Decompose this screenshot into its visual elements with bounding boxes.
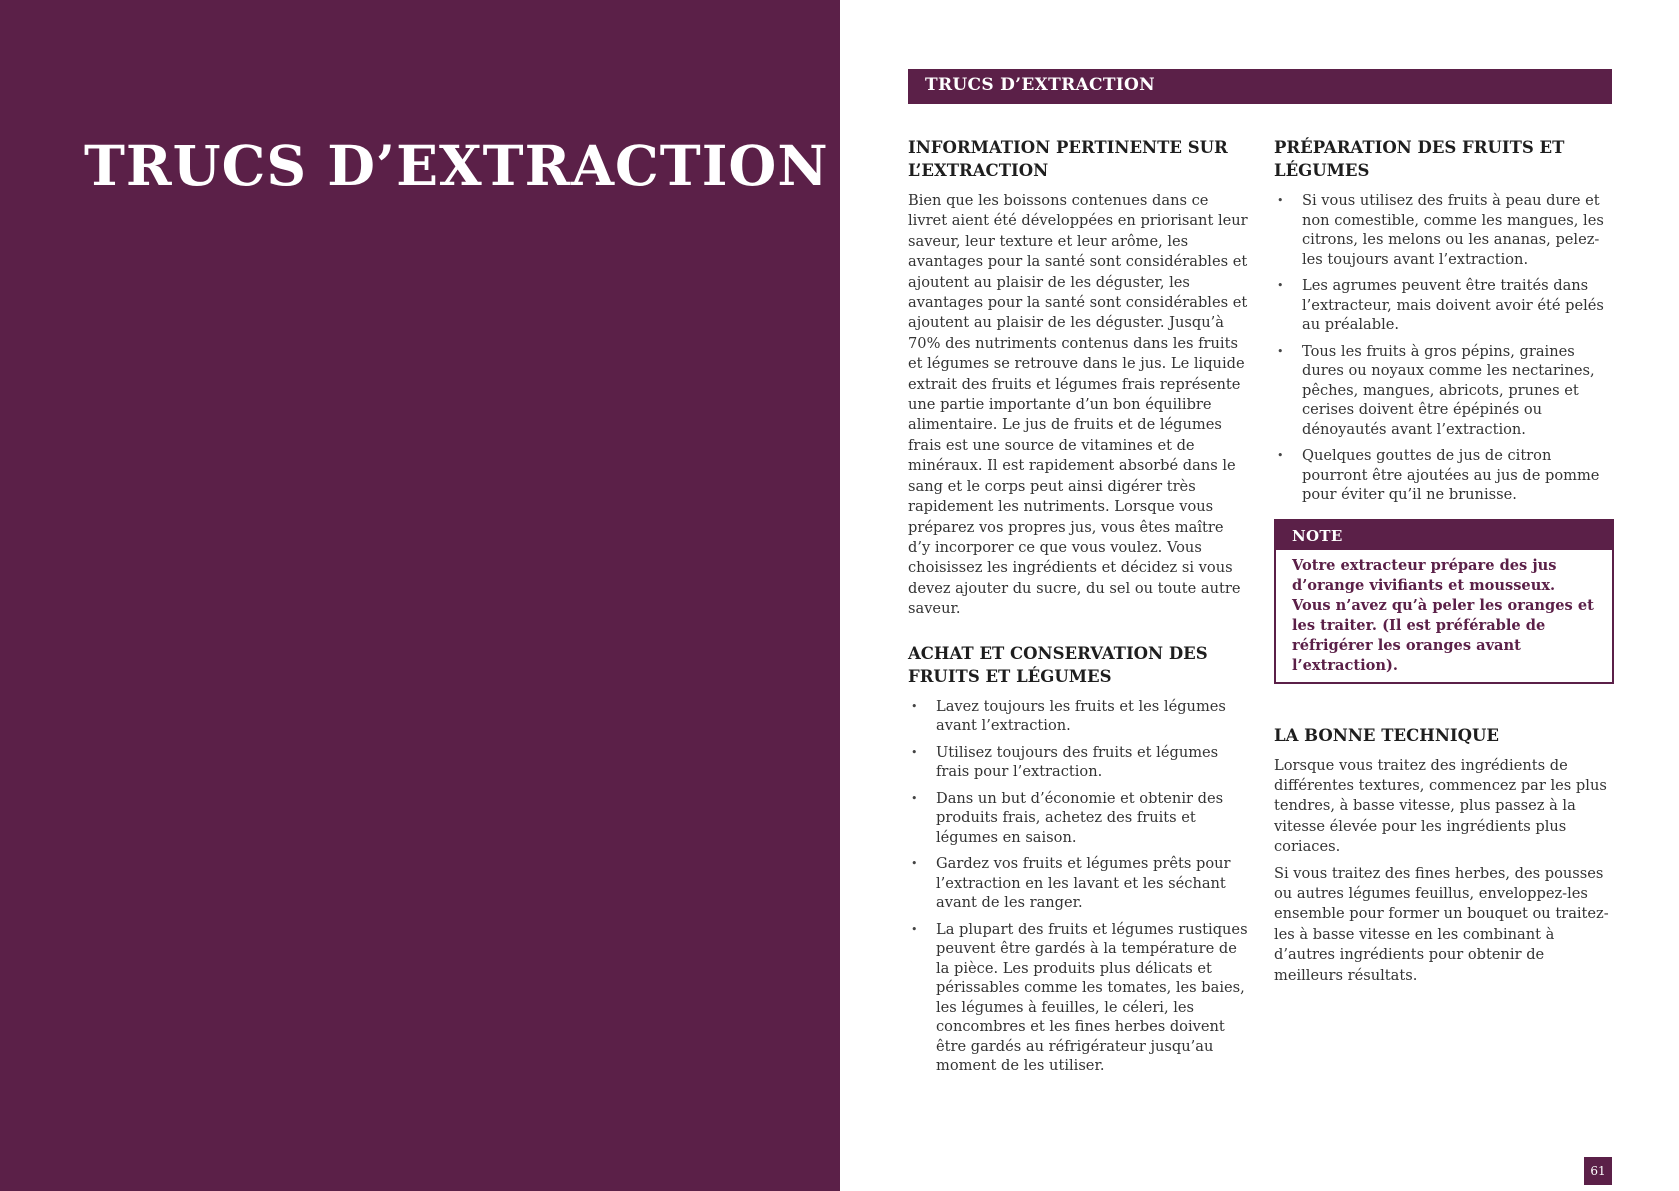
section-header-bar: TRUCS D’EXTRACTION (908, 69, 1612, 104)
page-number: 61 (1584, 1157, 1612, 1185)
list-item: • Utilisez toujours des fruits et légumes frais pour l’extraction. (908, 743, 1248, 782)
purchase-storage-title: ACHAT ET CONSERVATION DES FRUITS ET LÉGUMES (908, 643, 1208, 686)
preparation-title: PRÉPARATION DES FRUITS ET LÉGUMES (1274, 138, 1565, 180)
extraction-info-text: Bien que les boissons contenues dans ce livret aient été développées en priorisant leur saveur, leur texture et leur arôme, les avantages pour la santé sont considérables et ajoutent au plaisir de les déguster, les avantages pour la santé sont considérables et ajoutent au plaisir de les déguster. Jusqu’à 70% des nutriments contenus dans les fruits et légumes se retrouve dans le jus. Le liquide extrait des fruits et légumes frais représente une partie importante d’un bon équilibre alimentaire. Le jus de fruits et de légumes frais est une source de vitamines et de minéraux. Il est rapidement absorbé dans le sang et le corps peut ainsi digérer très rapidement les nutriments. Lorsque vous préparez vos propres jus, vous êtes maître d’y incorporer ce que vous voulez. Vous choisissez les ingrédients et décidez si vous devez ajouter du sucre, du sel ou toute autre saveur. (908, 192, 1248, 618)
chapter-title: TRUCS D’EXTRACTION (84, 133, 829, 198)
list-item: • La plupart des fruits et légumes rustiques peuvent être gardés à la température de la pièce. Les produits plus délicats et périssables comme les tomates, les baies, les légumes à feuilles, le céleri, les concombres et les fines herbes doivent être gardés au réfrigérateur jusqu’au moment de les utiliser. (908, 920, 1248, 1076)
note-label: NOTE (1276, 521, 1612, 550)
list-item: • Gardez vos fruits et légumes prêts pour l’extraction en les lavant et les séchant avant de les ranger. (908, 854, 1248, 913)
list-item: • Dans un but d’économie et obtenir des produits frais, achetez des fruits et légumes en saison. (908, 789, 1248, 848)
technique-paragraph-1: Lorsque vous traitez des ingrédients de différentes textures, commencez par les plus tendres, à basse vitesse, plus passez à la vitesse élevée pour les ingrédients plus coriaces. (1274, 756, 1607, 856)
preparation-list (1274, 191, 1614, 505)
content-column-right (1274, 136, 1614, 986)
extraction-info-title: INFORMATION PERTINENTE SUR L’EXTRACTION (908, 138, 1228, 180)
list-item: • Lavez toujours les fruits et les légumes avant l’extraction. (908, 697, 1248, 736)
note-box (1274, 519, 1614, 684)
list-item: • Tous les fruits à gros pépins, graines dures ou noyaux comme les nectarines, pêches, mangues, abricots, prunes et cerises doivent être épépinés ou dénoyautés avant l’extraction. (1274, 342, 1614, 440)
note-text: Votre extracteur prépare des jus d’orange vivifiants et mousseux. Vous n’avez qu’à peler les oranges et les traiter. (Il est préférable de réfrigérer les oranges avant l’extraction). (1292, 556, 1594, 674)
technique-paragraph-2: Si vous traitez des fines herbes, des pousses ou autres légumes feuillus, enveloppez-les ensemble pour former un bouquet ou traitez-les à basse vitesse en les combinant à d’autres ingrédients pour obtenir de meilleurs résultats. (1274, 864, 1609, 984)
content-column-left (908, 136, 1248, 1083)
list-item: • Les agrumes peuvent être traités dans l’extracteur, mais doivent avoir été pelés au préalable. (1274, 276, 1614, 335)
purchase-storage-list (908, 697, 1248, 1076)
list-item: • Si vous utilisez des fruits à peau dure et non comestible, comme les mangues, les citrons, les melons ou les ananas, pelez-les toujours avant l’extraction. (1274, 191, 1614, 269)
list-item: • Quelques gouttes de jus de citron pourront être ajoutées au jus de pomme pour éviter qu’il ne brunisse. (1274, 446, 1614, 505)
technique-title: LA BONNE TECHNIQUE (1274, 725, 1499, 745)
